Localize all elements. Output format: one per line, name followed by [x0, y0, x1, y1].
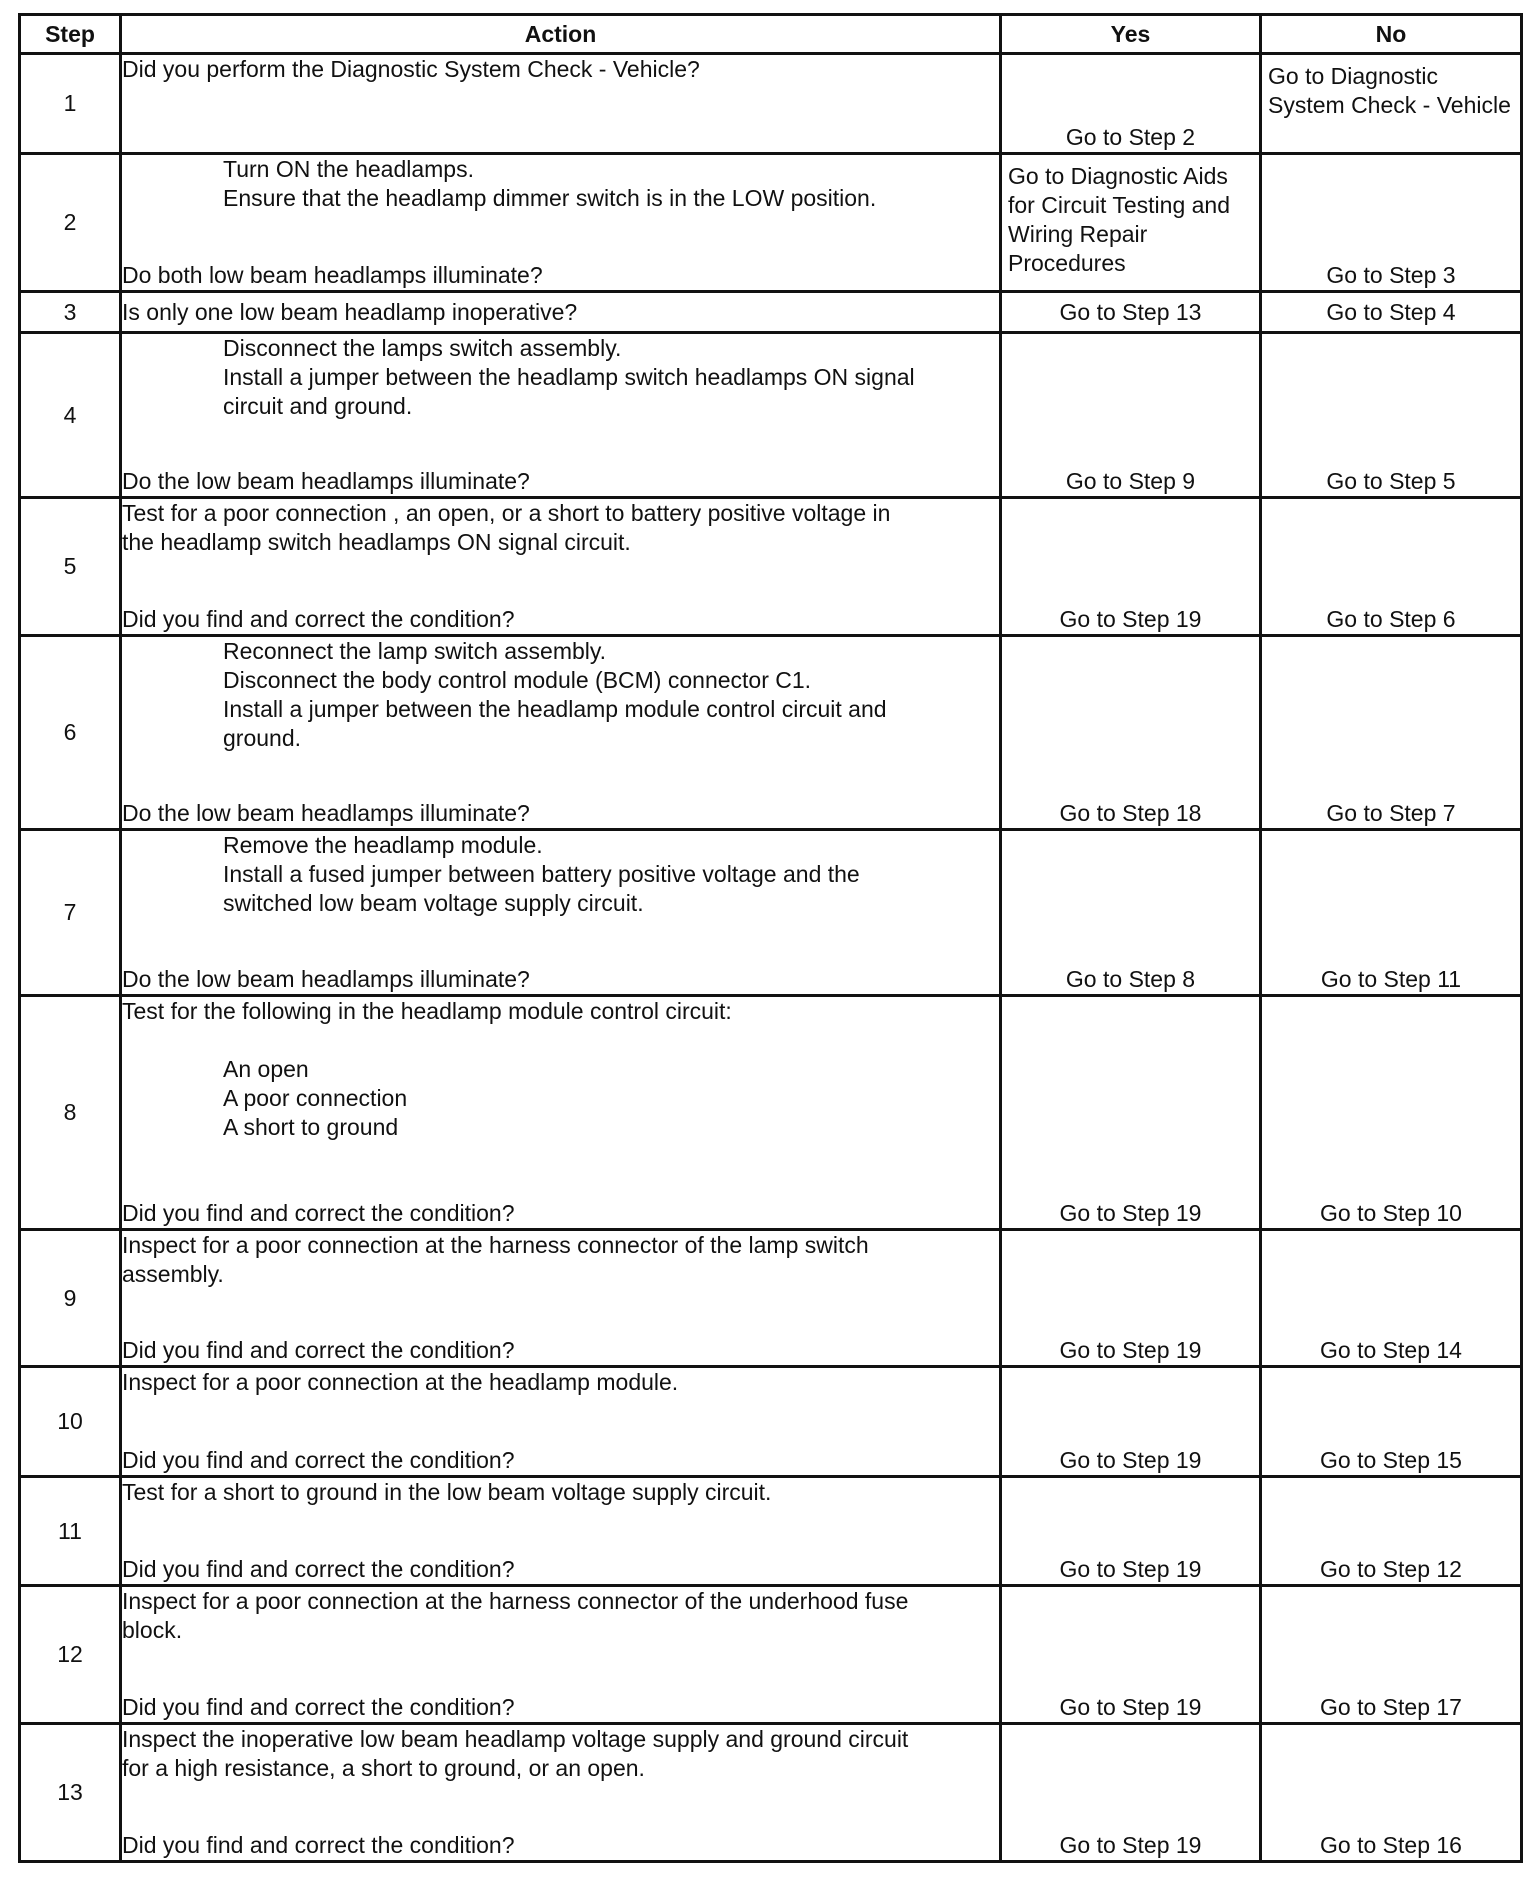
action-question: Did you find and correct the condition? [122, 1556, 515, 1582]
table-row [20, 154, 1522, 292]
no-result: Go to Step 3 [1261, 154, 1522, 292]
action-cell [121, 154, 1001, 292]
yes-result: Go to Step 9 [1001, 333, 1261, 498]
action-cell [121, 830, 1001, 996]
yes-result: Go to Step 19 [1001, 1586, 1261, 1724]
no-result: Go to Step 14 [1261, 1230, 1522, 1367]
step-number: 11 [20, 1477, 121, 1586]
action-line: Is only one low beam headlamp inoperative? [122, 298, 578, 325]
action-question: Did you find and correct the condition? [122, 1200, 515, 1226]
action-cell [121, 292, 1001, 333]
no-result: Go to Step 6 [1261, 498, 1522, 636]
action-line: assembly. [122, 1261, 224, 1287]
action-line: Disconnect the body control module (BCM) connector C1. [223, 667, 812, 693]
action-line: Install a fused jumper between battery positive voltage and the [223, 861, 860, 887]
action-line: Inspect for a poor connection at the headlamp module. [122, 1369, 679, 1395]
step-number: 12 [20, 1586, 121, 1724]
yes-result: Go to Step 19 [1001, 1724, 1261, 1862]
step-number: 4 [20, 333, 121, 498]
action-subline: A poor connection [223, 1085, 408, 1111]
yes-result: Go to Step 19 [1001, 996, 1261, 1230]
action-line: ground. [223, 725, 302, 751]
no-result: Go to Step 17 [1261, 1586, 1522, 1724]
action-line: Inspect for a poor connection at the harness connector of the underhood fuse [122, 1588, 909, 1614]
action-line: Did you perform the Diagnostic System Check - Vehicle? [122, 56, 700, 82]
action-question: Do the low beam headlamps illuminate? [122, 468, 530, 494]
table-row [20, 996, 1522, 1230]
table-header-row [20, 15, 1522, 54]
step-number: 3 [20, 292, 121, 333]
action-cell [121, 54, 1001, 154]
action-question: Do the low beam headlamps illuminate? [122, 966, 530, 992]
action-question: Did you find and correct the condition? [122, 606, 515, 632]
action-line: Install a jumper between the headlamp switch headlamps ON signal [223, 364, 915, 390]
no-result: Go to Step 12 [1261, 1477, 1522, 1586]
action-line: Turn ON the headlamps. [223, 156, 474, 182]
table-row [20, 54, 1522, 154]
action-cell [121, 636, 1001, 830]
action-cell [121, 333, 1001, 498]
step-number: 6 [20, 636, 121, 830]
no-result: Go to Step 16 [1261, 1724, 1522, 1862]
action-cell [121, 1367, 1001, 1477]
yes-result: Go to Step 19 [1001, 1367, 1261, 1477]
action-subline: A short to ground [223, 1114, 399, 1140]
no-result: Go to Diagnostic System Check - Vehicle [1261, 54, 1522, 154]
yes-result: Go to Diagnostic Aids for Circuit Testing and Wiring Repair Procedures [1001, 154, 1261, 292]
action-question: Do the low beam headlamps illuminate? [122, 800, 530, 826]
diagnostic-table-container [18, 13, 1520, 1863]
step-number: 2 [20, 154, 121, 292]
no-result: Go to Step 15 [1261, 1367, 1522, 1477]
table-row [20, 1367, 1522, 1477]
table-row [20, 498, 1522, 636]
action-cell [121, 1477, 1001, 1586]
action-line: Test for a poor connection , an open, or a short to battery positive voltage in [122, 500, 891, 526]
table-row [20, 1477, 1522, 1586]
action-line: switched low beam voltage supply circuit. [223, 890, 644, 916]
step-number: 8 [20, 996, 121, 1230]
diagnostic-steps-table [18, 13, 1523, 1863]
action-question: Did you find and correct the condition? [122, 1447, 515, 1473]
action-question: Did you find and correct the condition? [122, 1832, 515, 1858]
step-number: 5 [20, 498, 121, 636]
header-action: Action [121, 15, 1001, 54]
no-result: Go to Step 7 [1261, 636, 1522, 830]
action-line: Install a jumper between the headlamp module control circuit and [223, 696, 887, 722]
yes-result: Go to Step 19 [1001, 1477, 1261, 1586]
yes-result: Go to Step 18 [1001, 636, 1261, 830]
action-line: Ensure that the headlamp dimmer switch is in the LOW position. [223, 185, 877, 211]
action-line: the headlamp switch headlamps ON signal circuit. [122, 529, 631, 555]
table-row [20, 1230, 1522, 1367]
yes-result: Go to Step 19 [1001, 1230, 1261, 1367]
step-number: 1 [20, 54, 121, 154]
action-line: Disconnect the lamps switch assembly. [223, 335, 622, 361]
no-result: Go to Step 10 [1261, 996, 1522, 1230]
action-cell [121, 1586, 1001, 1724]
header-step: Step [20, 15, 121, 54]
action-line: circuit and ground. [223, 393, 413, 419]
action-line: Inspect for a poor connection at the harness connector of the lamp switch [122, 1232, 869, 1258]
yes-result: Go to Step 19 [1001, 498, 1261, 636]
action-line: Remove the headlamp module. [223, 832, 543, 858]
no-result: Go to Step 11 [1261, 830, 1522, 996]
table-row [20, 1586, 1522, 1724]
action-cell [121, 498, 1001, 636]
action-cell [121, 1724, 1001, 1862]
step-number: 7 [20, 830, 121, 996]
action-question: Do both low beam headlamps illuminate? [122, 262, 543, 288]
action-subline: An open [223, 1056, 309, 1082]
table-row [20, 636, 1522, 830]
table-row [20, 1724, 1522, 1862]
action-line: Test for a short to ground in the low beam voltage supply circuit. [122, 1479, 772, 1505]
action-cell [121, 996, 1001, 1230]
step-number: 9 [20, 1230, 121, 1367]
action-question: Did you find and correct the condition? [122, 1337, 515, 1363]
yes-result: Go to Step 2 [1001, 54, 1261, 154]
table-row [20, 292, 1522, 333]
action-line: for a high resistance, a short to ground, or an open. [122, 1755, 645, 1781]
header-no: No [1261, 15, 1522, 54]
yes-result: Go to Step 8 [1001, 830, 1261, 996]
table-row [20, 333, 1522, 498]
action-question: Did you find and correct the condition? [122, 1694, 515, 1720]
action-cell [121, 1230, 1001, 1367]
action-line: block. [122, 1617, 183, 1643]
yes-result: Go to Step 13 [1001, 292, 1261, 333]
no-result: Go to Step 4 [1261, 292, 1522, 333]
action-line: Test for the following in the headlamp module control circuit: [122, 998, 732, 1024]
action-line: Inspect the inoperative low beam headlamp voltage supply and ground circuit [122, 1726, 909, 1752]
header-yes: Yes [1001, 15, 1261, 54]
step-number: 13 [20, 1724, 121, 1862]
table-row [20, 830, 1522, 996]
action-line: Reconnect the lamp switch assembly. [223, 638, 607, 664]
step-number: 10 [20, 1367, 121, 1477]
no-result: Go to Step 5 [1261, 333, 1522, 498]
spacer [122, 1026, 999, 1055]
